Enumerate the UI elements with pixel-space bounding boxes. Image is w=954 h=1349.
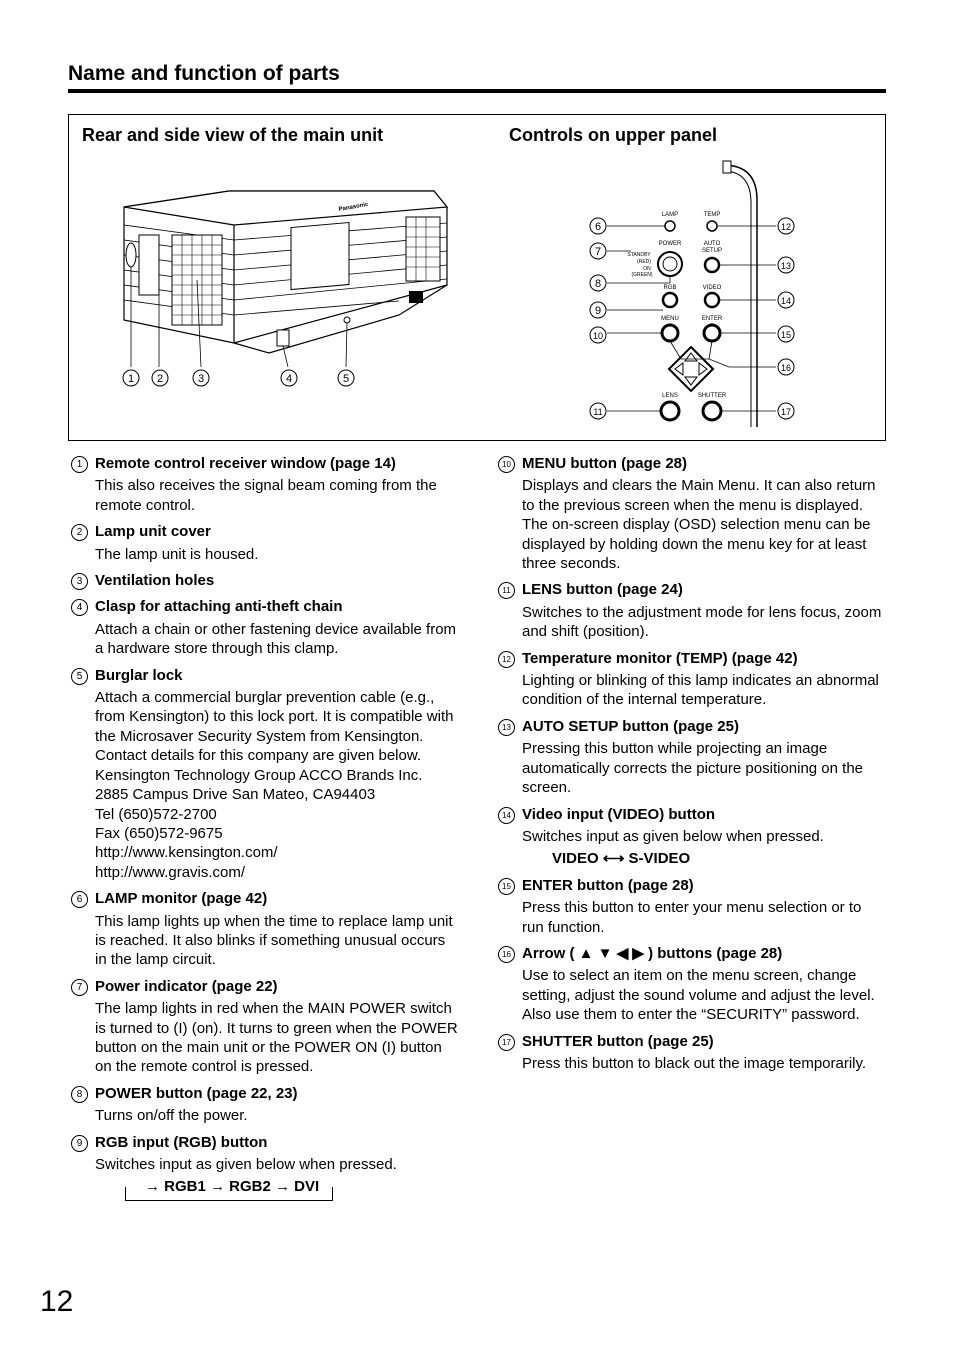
side-cover [291, 223, 349, 290]
item-title: Video input (VIDEO) button [522, 805, 716, 823]
item-paragraph: The lamp unit is housed. [95, 545, 259, 563]
title-rule [68, 89, 886, 93]
svg-text:ON: ON [643, 266, 651, 272]
svg-text:17: 17 [780, 407, 792, 417]
item-3 [68, 571, 460, 590]
item-body [95, 545, 460, 564]
item-paragraph: The lamp lights in red when the MAIN POWER switch is turned to (I) (on). It turns to green when the POWER button on the main unit or the POWER ON (I) button on the remote control is pressed. [95, 1000, 458, 1076]
item-number: 2 [71, 524, 88, 541]
item-title: Clasp for attaching anti-theft chain [95, 598, 343, 616]
svg-text:STANDBY: STANDBY [627, 252, 651, 258]
svg-text:(RED): (RED) [637, 259, 651, 265]
item-14 [495, 805, 887, 869]
input-sequence-text: VIDEO ⟷ S-VIDEO [552, 850, 691, 868]
item-title: LAMP monitor (page 42) [95, 890, 268, 908]
item-paragraph: Pressing this button while projecting an image automatically corrects the picture positioning on the screen. [522, 740, 864, 797]
item-title: Remote control receiver window (page 14) [95, 455, 396, 472]
item-11 [495, 580, 887, 641]
input-sequence [552, 849, 887, 868]
item-title: Lamp unit cover [95, 523, 211, 541]
item-body [522, 1054, 887, 1073]
item-body [95, 1106, 460, 1125]
rgb-button[interactable] [663, 293, 677, 307]
item-paragraph: Attach a commercial burglar prevention cable (e.g., from Kensington) to this lock port. It is compatible with the Microsaver Security System from Kensington. Contact details for this company are given below. [95, 689, 454, 765]
temp-monitor-indicator [707, 221, 717, 231]
svg-text:4: 4 [285, 373, 293, 385]
item-paragraph: This lamp lights up when the time to replace lamp unit is reached. It also blinks if something unusual occurs in the lamp circuit. [95, 912, 453, 969]
item-title: Power indicator (page 22) [95, 977, 278, 995]
item-paragraph: Kensington Technology Group ACCO Brands Inc. [95, 766, 423, 784]
anti-theft-clasp [277, 330, 289, 346]
svg-text:(GREEN): (GREEN) [631, 272, 653, 278]
item-9 [68, 1133, 460, 1209]
item-body [522, 966, 887, 1024]
svg-text:SHUTTER: SHUTTER [697, 393, 727, 399]
item-title: RGB input (RGB) button [95, 1133, 268, 1151]
item-number: 17 [498, 1034, 515, 1051]
item-2 [68, 522, 460, 564]
item-paragraph: Attach a chain or other fastening device available from a hardware store through this clamp. [95, 620, 457, 658]
item-13 [495, 717, 887, 798]
svg-text:3: 3 [197, 373, 205, 385]
panel-tab [723, 161, 731, 173]
item-paragraph: Use to select an item on the menu screen, change setting, adjust the sound volume and adjust the level. [522, 967, 875, 1004]
item-number: 6 [71, 891, 88, 908]
svg-text:12: 12 [780, 222, 792, 232]
right-column [495, 454, 887, 1080]
item-number: 11 [498, 582, 515, 599]
svg-text:5: 5 [342, 373, 350, 385]
rear-view-heading: Rear and side view of the main unit [82, 125, 384, 145]
item-paragraph: 2885 Campus Drive San Mateo, CA94403 [95, 786, 376, 804]
item-number: 13 [498, 719, 515, 736]
upper-panel-heading: Controls on upper panel [509, 125, 718, 145]
svg-text:VIDEO: VIDEO [702, 285, 722, 291]
item-paragraph: Press this button to black out the image temporarily. [522, 1054, 867, 1072]
item-title: ENTER button (page 28) [522, 876, 694, 894]
projector-illustration [69, 115, 885, 440]
lamp-cover [139, 235, 159, 295]
item-number: 8 [71, 1086, 88, 1103]
svg-text:RGB: RGB [663, 285, 677, 291]
svg-text:14: 14 [780, 296, 792, 306]
svg-text:MENU: MENU [661, 316, 679, 322]
item-title: POWER button (page 22, 23) [95, 1084, 298, 1102]
item-1 [68, 454, 460, 515]
item-paragraph: Fax (650)572-9675 [95, 824, 223, 842]
item-paragraph: Press this button to enter your menu selection or to run function. [522, 899, 862, 936]
svg-text:16: 16 [780, 363, 792, 373]
item-paragraph: Switches to the adjustment mode for lens focus, zoom and shift (position). [522, 603, 882, 641]
input-sequence [125, 1177, 333, 1208]
item-title: AUTO SETUP button (page 25) [522, 717, 739, 735]
item-number: 4 [71, 599, 88, 616]
item-number: 15 [498, 878, 515, 895]
svg-text:6: 6 [594, 221, 602, 233]
item-paragraph: Tel (650)572-2700 [95, 805, 217, 823]
svg-text:TEMP: TEMP [703, 212, 721, 218]
power-button-inner [663, 257, 677, 271]
item-4 [68, 597, 460, 658]
sequence-bracket [125, 1187, 333, 1201]
svg-text:15: 15 [780, 330, 792, 340]
enter-button[interactable] [704, 325, 720, 341]
svg-text:13: 13 [780, 261, 792, 271]
item-8 [68, 1084, 460, 1126]
item-title: MENU button (page 28) [522, 455, 687, 472]
item-title: Temperature monitor (TEMP) (page 42) [522, 649, 798, 667]
remote-receiver-window [126, 243, 136, 267]
auto-setup-button[interactable] [705, 258, 719, 272]
item-17 [495, 1032, 887, 1074]
item-body [95, 476, 460, 515]
item-number: 10 [498, 456, 515, 473]
item-body [522, 898, 887, 937]
lamp-monitor-indicator [665, 221, 675, 231]
item-body [95, 999, 460, 1077]
video-button[interactable] [705, 293, 719, 307]
item-paragraph: Switches input as given below when pressed. [95, 1156, 397, 1173]
svg-text:POWER: POWER [658, 241, 682, 247]
shutter-button[interactable] [703, 402, 721, 420]
item-number: 3 [71, 573, 88, 590]
item-number: 1 [71, 456, 88, 473]
svg-text:AUTO: AUTO [703, 241, 721, 247]
menu-button[interactable] [662, 325, 678, 341]
item-title: Arrow ( ▲ ▼ ◀ ▶ ) buttons (page 28) [522, 944, 783, 962]
item-title: Ventilation holes [95, 572, 215, 590]
item-body [95, 620, 460, 659]
left-column [68, 454, 460, 1216]
item-paragraph: Lighting or blinking of this lamp indicates an abnormal condition of the internal temperature. [522, 672, 879, 709]
svg-text:8: 8 [594, 278, 602, 290]
item-paragraph: Also use them to enter the “SECURITY” password. [522, 1006, 860, 1024]
panel-edge-inner [723, 171, 751, 427]
item-body [95, 1155, 460, 1174]
svg-text:1: 1 [127, 373, 135, 385]
figure-box [68, 114, 886, 441]
item-paragraph: http://www.gravis.com/ [95, 863, 246, 881]
item-number: 16 [498, 946, 515, 963]
item-number: 14 [498, 807, 515, 824]
section-title: Name and function of parts [68, 62, 340, 85]
item-body [522, 476, 887, 573]
panel-edge [723, 165, 757, 427]
svg-text:2: 2 [156, 373, 164, 385]
svg-text:SETUP: SETUP [701, 248, 723, 254]
svg-text:LENS: LENS [662, 393, 678, 399]
item-number: 12 [498, 651, 515, 668]
burglar-lock [344, 317, 350, 323]
item-paragraph: Displays and clears the Main Menu. It can also return to the previous screen when the menu is displayed. [522, 477, 876, 514]
item-body [522, 739, 887, 797]
item-16 [495, 944, 887, 1025]
item-body [95, 912, 460, 970]
svg-text:11: 11 [593, 407, 603, 417]
input-sequence-text: → RGB1 → RGB2 → DVI [145, 1178, 320, 1196]
svg-text:9: 9 [594, 305, 602, 317]
ventilation-grille-side [406, 217, 440, 281]
item-paragraph: http://www.kensington.com/ [95, 844, 278, 862]
item-12 [495, 649, 887, 710]
page-number: 12 [40, 1285, 74, 1318]
item-title: LENS button (page 24) [522, 581, 683, 599]
item-body [522, 671, 887, 710]
adjuster-foot [409, 291, 423, 303]
arrow-pad[interactable] [669, 347, 713, 391]
item-15 [495, 876, 887, 937]
svg-text:10: 10 [592, 331, 604, 341]
item-7 [68, 977, 460, 1077]
item-body [522, 827, 887, 846]
item-number: 7 [71, 979, 88, 996]
item-number: 5 [71, 668, 88, 685]
item-6 [68, 889, 460, 970]
item-title: Burglar lock [95, 666, 183, 684]
lens-button[interactable] [661, 402, 679, 420]
item-body [522, 603, 887, 642]
svg-text:7: 7 [594, 246, 602, 258]
item-5 [68, 666, 460, 882]
item-body [95, 688, 460, 882]
svg-text:LAMP: LAMP [661, 212, 679, 218]
item-10 [495, 454, 887, 573]
item-paragraph: Turns on/off the power. [95, 1107, 248, 1125]
item-paragraph: This also receives the signal beam coming from the remote control. [95, 477, 437, 514]
item-title: SHUTTER button (page 25) [522, 1032, 714, 1050]
brand-label: Panasonic [338, 201, 369, 213]
item-paragraph: The on-screen display (OSD) selection menu can be displayed by holding down the menu key for at least three seconds. [522, 516, 871, 573]
item-paragraph: Switches input as given below when pressed. [522, 827, 824, 845]
svg-text:ENTER: ENTER [701, 316, 723, 322]
item-number: 9 [71, 1135, 88, 1152]
